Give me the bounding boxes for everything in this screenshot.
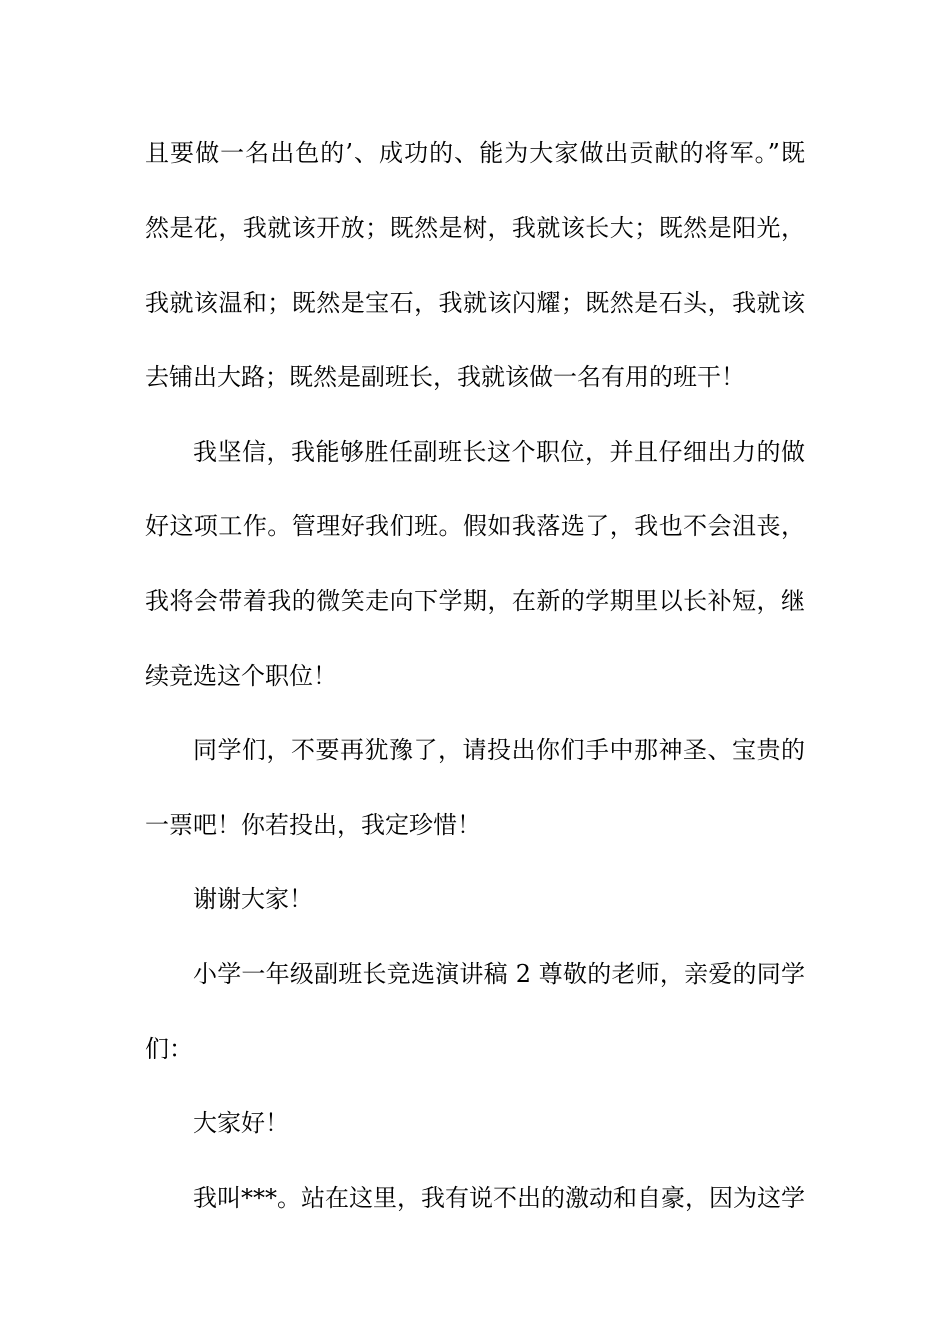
text-line: 去铺出大路；既然是副班长，我就该做一名有用的班干！ xyxy=(145,363,745,391)
text-line: 然是花，我就该开放；既然是树，我就该长大；既然是阳光， xyxy=(145,214,805,242)
text-line: 我将会带着我的微笑走向下学期，在新的学期里以长补短，继 xyxy=(145,587,805,615)
text-line: 大家好！ xyxy=(193,1109,289,1137)
text-line: 好这项工作。管理好我们班。假如我落选了，我也不会沮丧， xyxy=(145,512,805,540)
text-line: 续竞选这个职位！ xyxy=(145,662,337,690)
text-line: 一票吧！你若投出，我定珍惜！ xyxy=(145,811,481,839)
text-line: 谢谢大家！ xyxy=(193,885,313,913)
text-line: 小学一年级副班长竞选演讲稿 2 尊敬的老师，亲爱的同学 xyxy=(193,960,805,988)
text-line: 同学们，不要再犹豫了，请投出你们手中那神圣、宝贵的 xyxy=(193,736,805,764)
text-line: 且要做一名出色的’、成功的、能为大家做出贡献的将军。”既 xyxy=(145,139,805,167)
text-line: 们： xyxy=(145,1035,193,1063)
text-line: 我就该温和；既然是宝石，我就该闪耀；既然是石头，我就该 xyxy=(145,289,805,317)
text-line: 我坚信，我能够胜任副班长这个职位，并且仔细出力的做 xyxy=(193,438,805,466)
text-line: 我叫***。站在这里，我有说不出的激动和自豪，因为这学 xyxy=(193,1184,805,1212)
